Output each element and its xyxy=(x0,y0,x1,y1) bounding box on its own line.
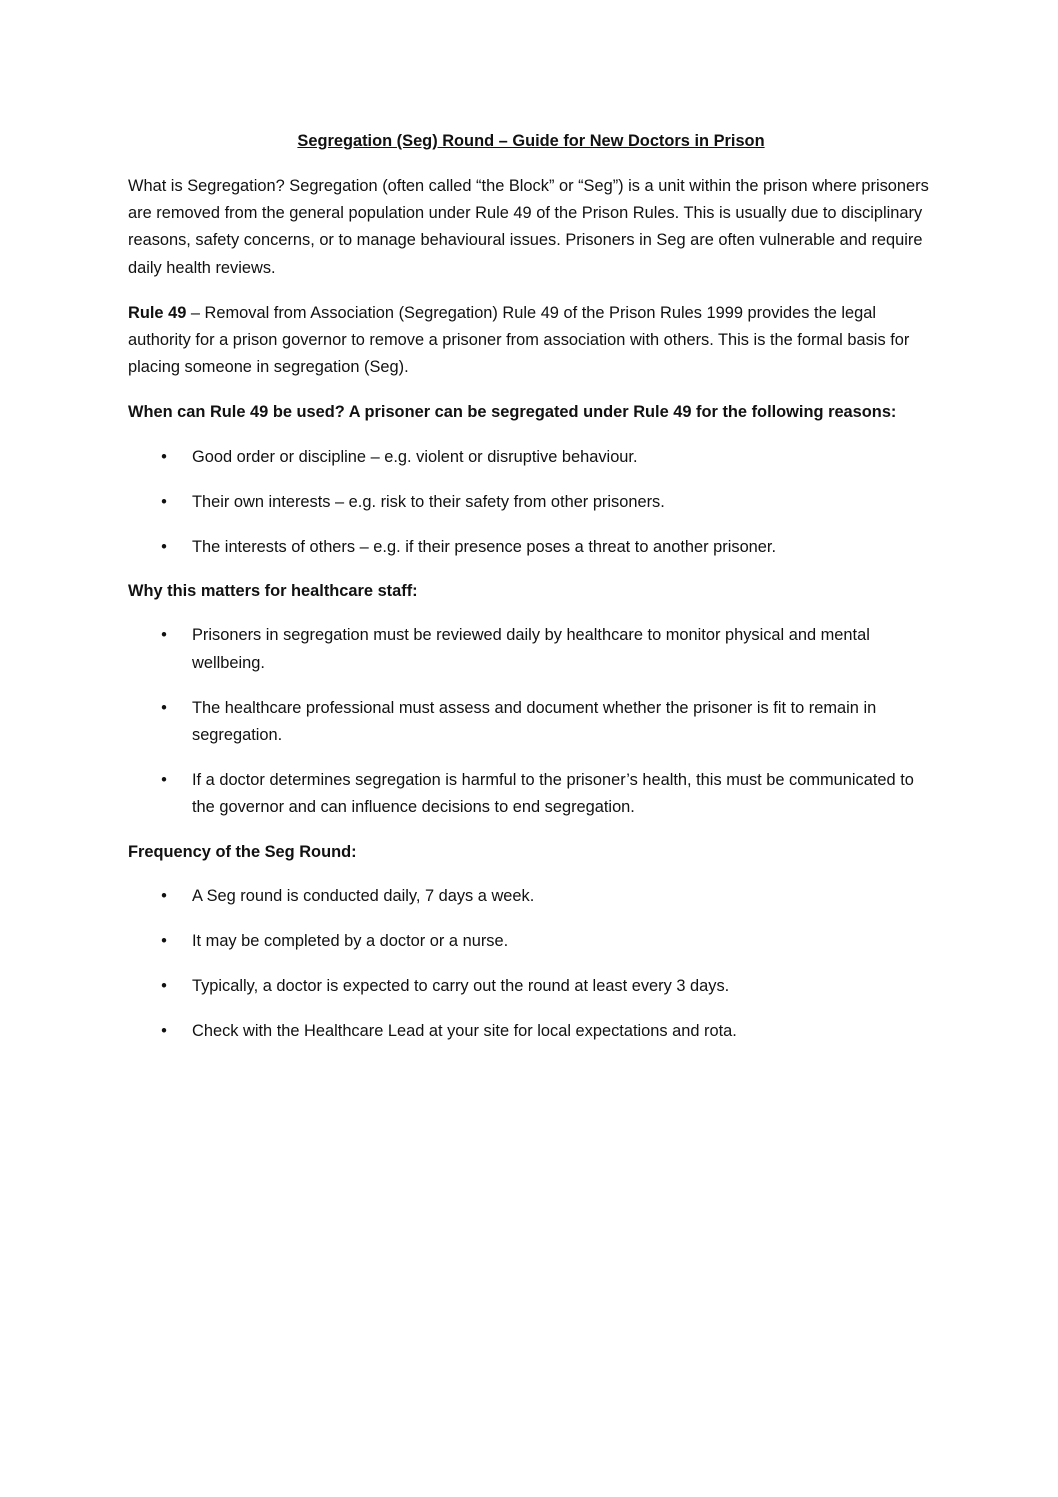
list-item-text: It may be completed by a doctor or a nurse. xyxy=(192,932,509,951)
healthcare-list xyxy=(128,622,934,821)
list-item xyxy=(128,973,934,1000)
list-item-text: Check with the Healthcare Lead at your site for local expectations and rota. xyxy=(192,1022,737,1041)
section-heading-why: Why this matters for healthcare staff: xyxy=(128,582,418,601)
list-item xyxy=(128,444,934,471)
list-item-text: If a doctor determines segregation is harmful to the prisoner’s health, this must be communicated to the governor and can influence decisions to end segregation. xyxy=(192,771,914,817)
bullet-icon: • xyxy=(161,626,167,645)
bullet-icon: • xyxy=(161,977,167,996)
bullet-icon: • xyxy=(161,932,167,951)
bullet-icon: • xyxy=(161,538,167,557)
intro-paragraph: What is Segregation? Segregation (often called “the Block” or “Seg”) is a unit within the prison where prisoners are removed from the general population under Rule 49 of the Prison Rules. This is usually due to disciplinary reasons, safety concerns, or to manage behavioural issues. Prisoners in Seg are often vulnerable and require daily health reviews. xyxy=(128,177,929,277)
bullet-icon: • xyxy=(161,492,167,511)
bullet-icon: • xyxy=(161,886,167,905)
document-body xyxy=(128,128,934,1063)
bullet-icon: • xyxy=(161,698,167,717)
list-item-text: Good order or discipline – e.g. violent or disruptive behaviour. xyxy=(192,447,638,466)
list-item-text: Typically, a doctor is expected to carry out the round at least every 3 days. xyxy=(192,977,730,996)
list-item-text: The healthcare professional must assess and document whether the prisoner is fit to remain in segregation. xyxy=(192,698,877,745)
section-heading-frequency: Frequency of the Seg Round: xyxy=(128,842,357,861)
section-heading-when: When can Rule 49 be used? A prisoner can be segregated under Rule 49 for the following reasons: xyxy=(128,403,897,422)
rule49-paragraph xyxy=(128,300,934,382)
list-item-text: A Seg round is conducted daily, 7 days a week. xyxy=(192,886,535,905)
list-item xyxy=(128,928,934,955)
bullet-icon: • xyxy=(161,447,167,466)
frequency-list xyxy=(128,883,934,1046)
list-item xyxy=(128,695,934,749)
list-item-text: Prisoners in segregation must be reviewed daily by healthcare to monitor physical and mental wellbeing. xyxy=(192,626,870,672)
list-item xyxy=(128,1018,934,1045)
list-item xyxy=(128,534,934,561)
bullet-icon: • xyxy=(161,1022,167,1041)
list-item xyxy=(128,622,934,676)
rule49-label: Rule 49 xyxy=(128,303,187,322)
list-item-text: Their own interests – e.g. risk to their safety from other prisoners. xyxy=(192,492,665,511)
list-item xyxy=(128,883,934,910)
list-item xyxy=(128,767,934,821)
list-item-text: The interests of others – e.g. if their presence poses a threat to another prisoner. xyxy=(192,538,777,557)
document-title: Segregation (Seg) Round – Guide for New Doctors in Prison xyxy=(297,132,765,150)
reasons-list xyxy=(128,444,934,562)
bullet-icon: • xyxy=(161,771,167,790)
rule49-text: – Removal from Association (Segregation) Rule 49 of the Prison Rules 1999 provides the legal authority for a prison governor to remove a prisoner from association with others. This is the formal basis for placing someone in segregation (Seg). xyxy=(128,303,910,377)
list-item xyxy=(128,489,934,516)
